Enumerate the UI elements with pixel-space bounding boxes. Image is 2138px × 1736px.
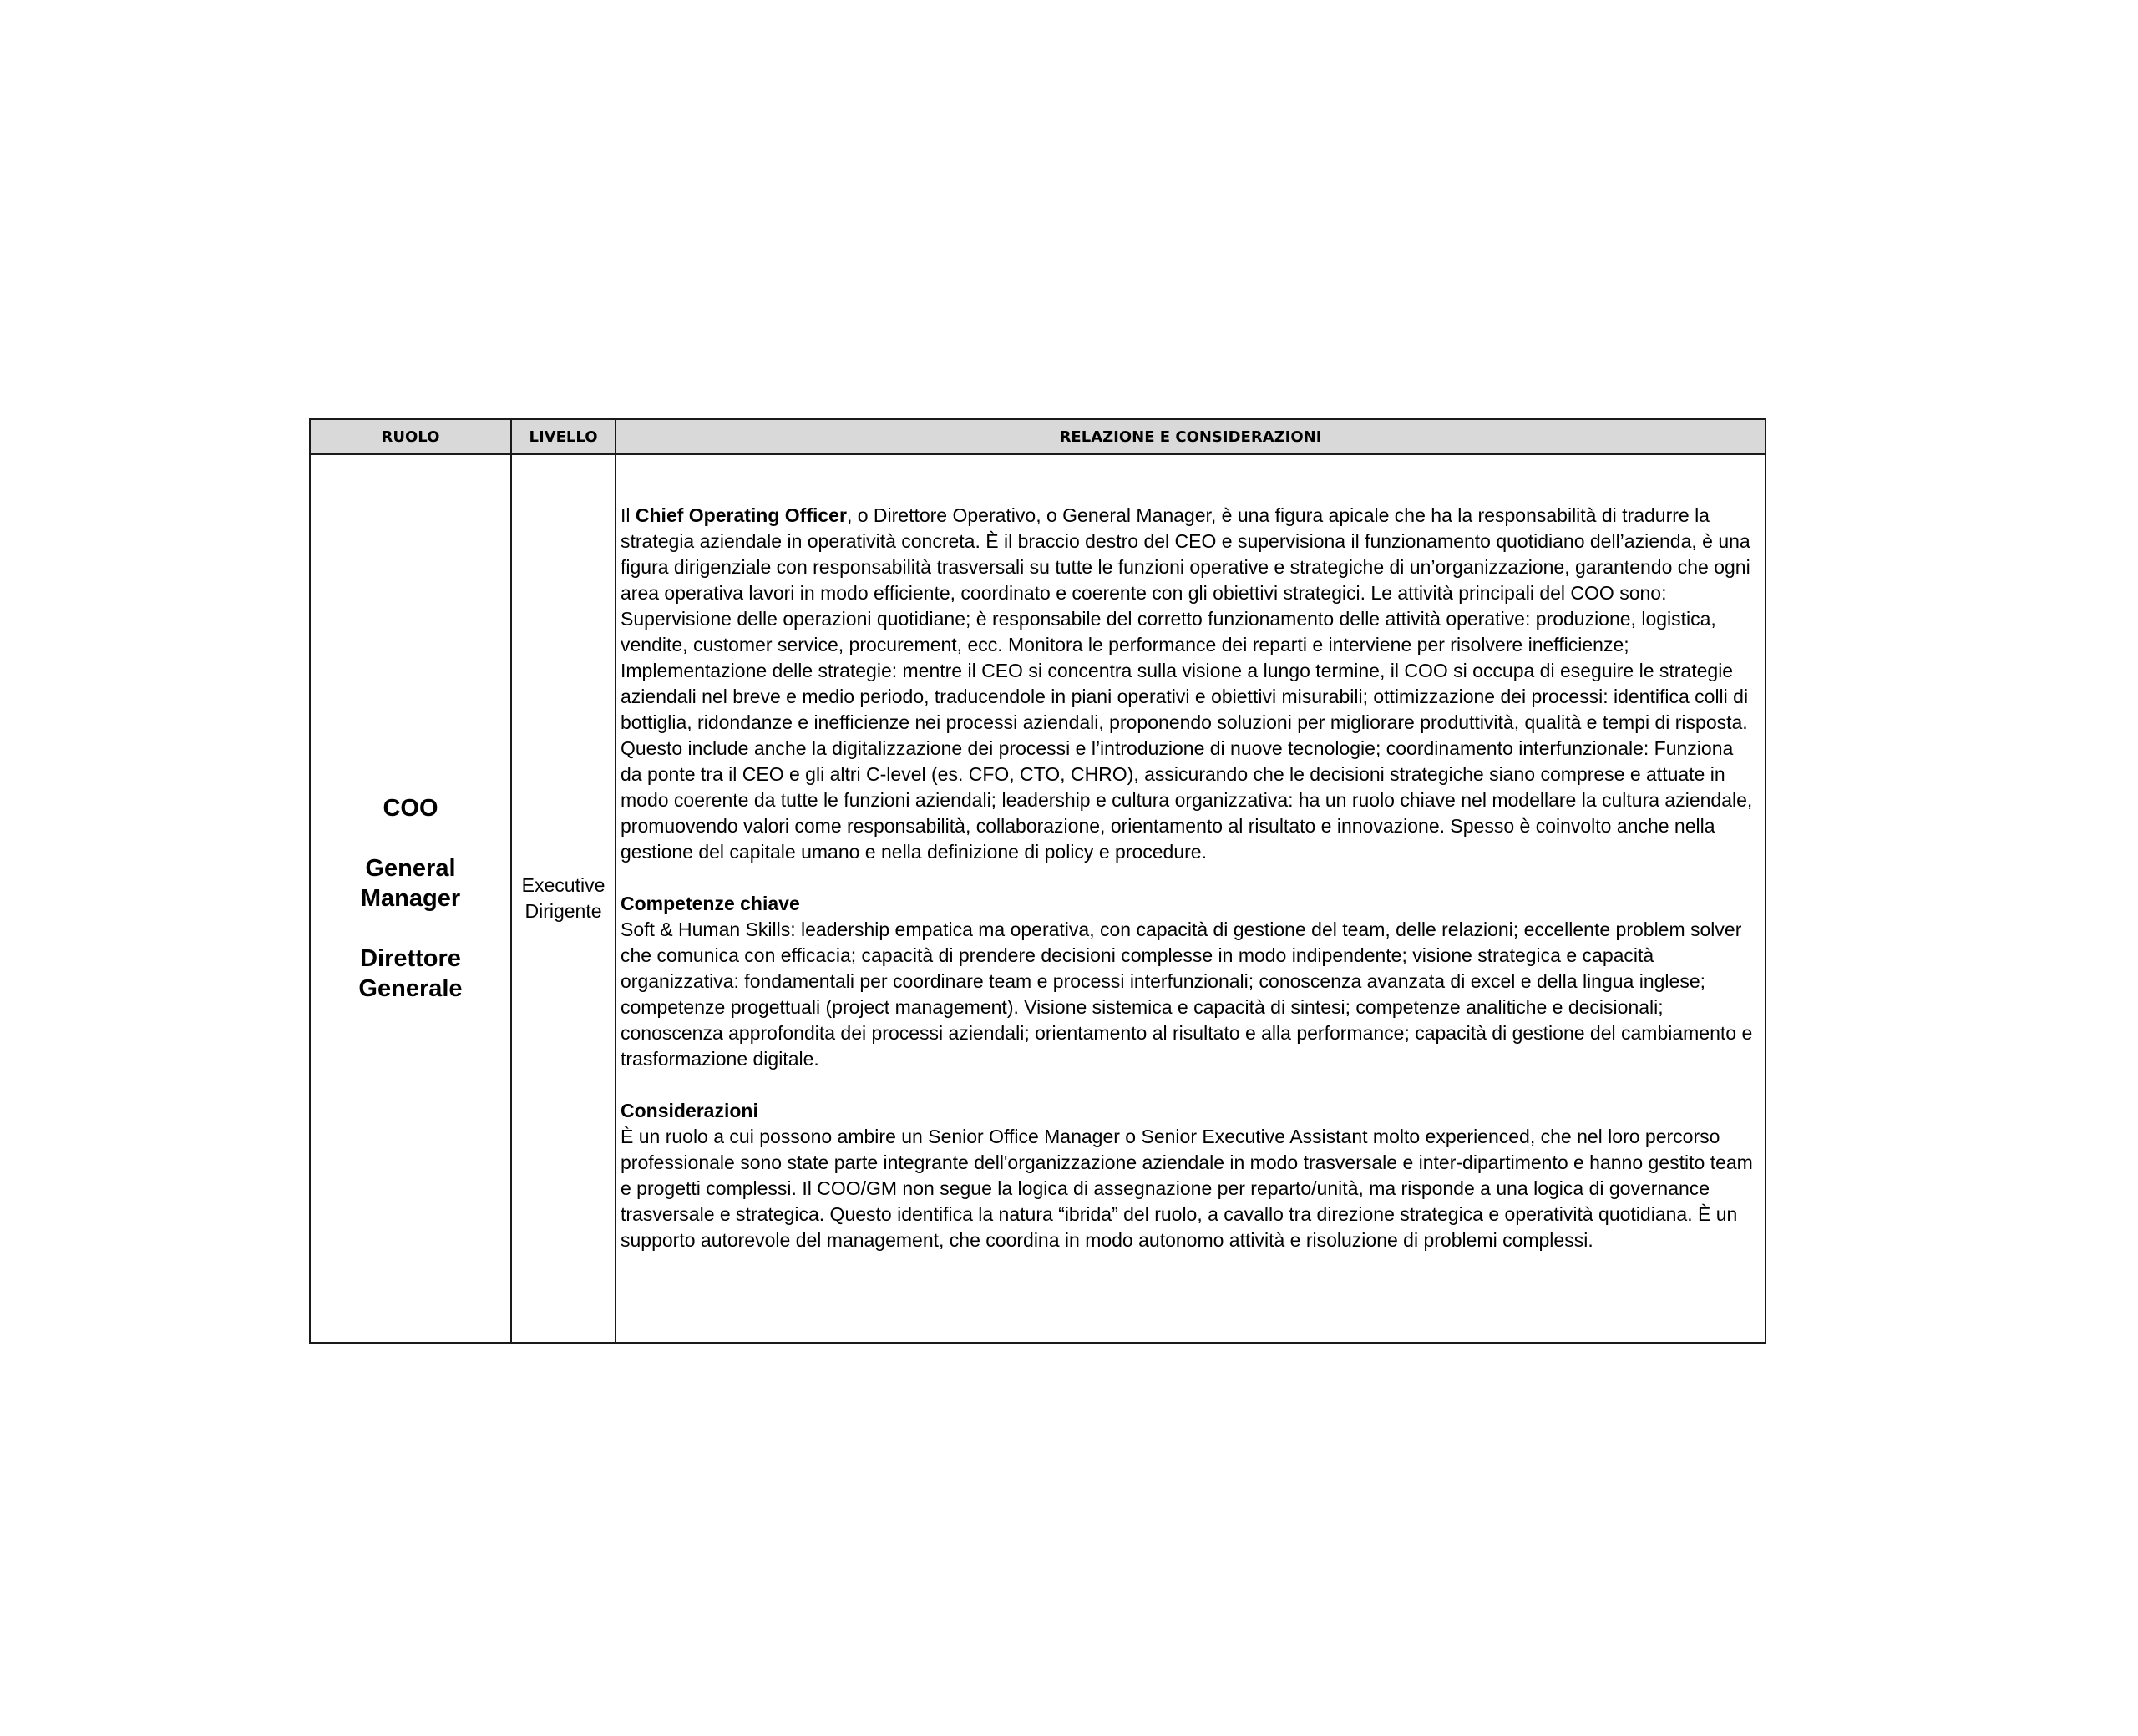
ruolo-direttore: Direttore <box>360 945 461 972</box>
table-header-row <box>311 420 1765 454</box>
paragraph-spacer <box>621 865 1760 891</box>
intro-role-name: Chief Operating Officer <box>635 504 847 526</box>
considerazioni-text: È un ruolo a cui possono ambire un Senior Office Manager o Senior Executive Assistant molto experienced, che nel loro percorso professionale sono state parte integrante dell'organizzazione aziendale in modo trasversale e inter-dipartimento e hanno gestito team e progetti complessi. Il COO/GM non segue la logica di assegnazione per reparto/unità, ma risponde a una logica di governance trasversale e strategica. Questo identifica la natura “ibrida” del ruolo, a cavallo tra direzione strategica e operatività quotidiana. È un supporto autorevole del management, che coordina in modo autonomo attività e risoluzione di problemi complessi. <box>621 1126 1753 1251</box>
ruolo-general: General <box>365 855 456 882</box>
livello-cell <box>511 454 616 1342</box>
ruolo-generale: Generale <box>358 975 463 1002</box>
intro-text: , o Direttore Operativo, o General Manager, è una figura apicale che ha la responsabilità di tradurre la strategia aziendale in operatività concreta. È il braccio destro del CEO e supervisiona il funzionamento quotidiano dell’azienda, è una figura dirigenziale con responsabilità trasversali su tutte le funzioni operative e strategiche di un’organizzazione, garantendo che ogni area operativa lavori in modo efficiente, coordinato e coerente con gli obiettivi strategici. Le attività principali del COO sono: Supervisione delle operazioni quotidiane; è responsabile del corretto funzionamento delle attività operative: produzione, logistica, vendite, customer service, procurement, ecc. Monitora le performance dei reparti e interviene per risolvere inefficienze; Implementazione delle strategie: mentre il CEO si concentra sulla visione a lungo termine, il COO si occupa di eseguire le strategie aziendali nel breve e medio periodo, traducendole in piani operativi e obiettivi misurabili; ottimizzazione dei processi: identifica colli di bottiglia, ridondanze e inefficienze nei processi aziendali, proponendo soluzioni per migliorare produttività, qualità e tempi di risposta. Questo include anche la digitalizzazione dei processi e l’introduzione di nuove tecnologie; coordinamento interfunzionale: Funziona da ponte tra il CEO e gli altri C-level (es. CFO, CTO, CHRO), assicurando che le decisioni strategiche siano comprese e attuate in modo coerente da tutte le funzioni aziendali; leadership e cultura organizzativa: ha un ruolo chiave nel modellare la cultura aziendale, promuovendo valori come responsabilità, collaborazione, orientamento al risultato e innovazione. Spesso è coinvolto anche nella gestione del capitale umano e nella definizione di policy e procedure. <box>621 504 1753 863</box>
paragraph-spacer <box>621 1072 1760 1098</box>
competenze-title: Competenze chiave <box>621 893 800 914</box>
ruolo-cell <box>311 454 511 1342</box>
header-ruolo: RUOLO <box>311 420 511 454</box>
competenze-text: Soft & Human Skills: leadership empatica ma operativa, con capacità di gestione del team, delle relazioni; eccellente problem solver che comunica con efficacia; capacità di prendere decisioni complesse in modo indipendente; visione strategica e capacità organizzativa: fondamentali per coordinare team e processi interfunzionali; conoscenza avanzata di excel e della lingua inglese; competenze progettuali (project management). Visione sistemica e capacità di sintesi; competenze analitiche e decisionali; conoscenza approfondita dei processi aziendali; orientamento al risultato e alla performance; capacità di gestione del cambiamento e trasformazione digitale. <box>621 919 1753 1070</box>
intro-prefix: Il <box>621 504 636 526</box>
ruolo-manager: Manager <box>360 885 461 912</box>
table-row <box>311 454 1765 1342</box>
considerazioni-title: Considerazioni <box>621 1100 758 1121</box>
role-table-container <box>309 418 1766 1344</box>
header-relazione: RELAZIONE E CONSIDERAZIONI <box>616 420 1765 454</box>
ruolo-spacer <box>311 914 510 944</box>
ruolo-spacer <box>311 823 510 853</box>
intro-paragraph <box>621 503 1760 865</box>
livello-executive: Executive <box>521 874 605 896</box>
livello-dirigente: Dirigente <box>524 900 602 922</box>
header-livello: LIVELLO <box>511 420 616 454</box>
relazione-cell <box>616 454 1765 1342</box>
role-table <box>311 420 1765 1342</box>
ruolo-coo: COO <box>383 795 438 822</box>
